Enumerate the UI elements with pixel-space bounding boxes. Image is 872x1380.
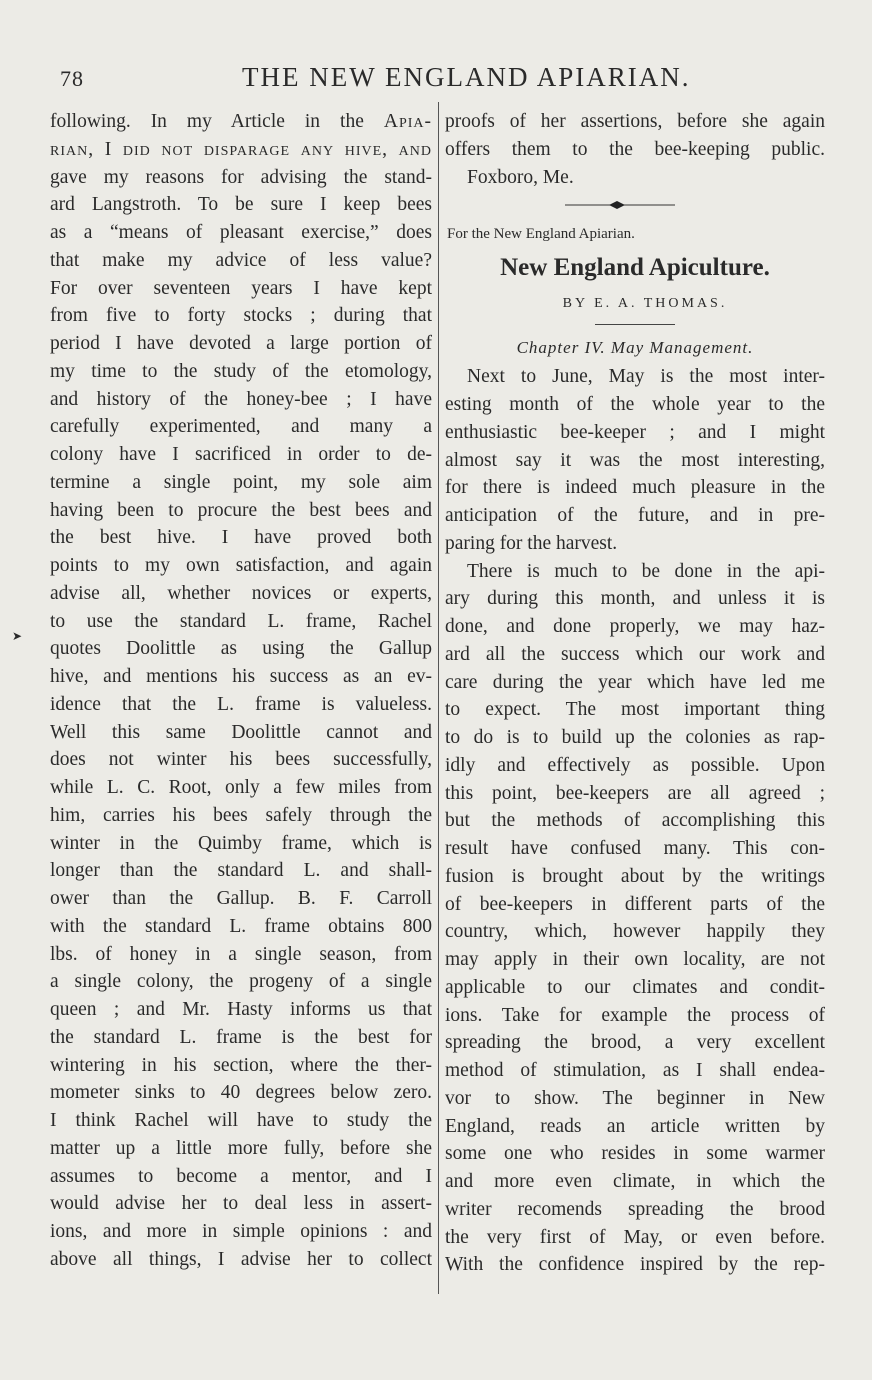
text-line: offers them to the bee-keeping public. <box>445 138 825 160</box>
text-line: as a “means of pleasant exercise,” does <box>50 222 432 243</box>
text-line: ower than the Gallup. B. F. Carroll <box>50 888 432 909</box>
text-line: lbs. of honey in a single season, from <box>50 943 432 965</box>
text-line: care during the year which have led me <box>445 671 825 693</box>
text-line: anticipation of the future, and in pre- <box>445 505 825 526</box>
text-line: almost say it was the most interesting, <box>445 449 825 471</box>
text-line: Well this same Doolittle cannot and <box>50 721 432 743</box>
text-line: done, and done properly, we may haz- <box>445 616 825 637</box>
text-line: while L. C. Root, only a few miles from <box>50 777 432 798</box>
text-line: winter in the Quimby frame, which is <box>50 832 432 854</box>
page-number: 78 <box>60 66 84 91</box>
text-line: esting month of the whole year to the <box>445 394 825 415</box>
separator-ornament-icon <box>445 191 825 221</box>
text-line: I think Rachel will have to study the <box>50 1110 432 1131</box>
article-title: New England Apiculture. <box>500 254 770 282</box>
text-line: having been to procure the best bees and <box>50 499 432 521</box>
text-line: fusion is brought about by the writings <box>445 865 825 887</box>
text-line: but the methods of accomplishing this <box>445 810 825 832</box>
text-line: gave my reasons for advising the stand- <box>50 166 432 188</box>
text-line: country, which, however happily they <box>445 921 825 943</box>
text-line: idly and effectively as possible. Upon <box>445 754 825 776</box>
text-line: and more even climate, in which the <box>445 1171 825 1192</box>
text-line: of bee-keepers in different parts of the <box>445 893 825 915</box>
text-line: longer than the standard L. and shall- <box>50 860 432 882</box>
text-line: would advise her to deal less in assert- <box>50 1193 432 1215</box>
text-line: rian, I did not disparage any hive, and <box>50 138 432 160</box>
article-byline: BY E. A. THOMAS. <box>562 296 728 312</box>
text-line: writer recomends spreading the brood <box>445 1198 825 1220</box>
text-line: vor to show. The beginner in New <box>445 1087 825 1109</box>
text-line: to do is to build up the colonies as rap- <box>445 727 825 748</box>
text-line: advise all, whether novices or experts, <box>50 582 432 604</box>
text-line: some one who resides in some warmer <box>445 1143 825 1165</box>
text-line: with the standard L. frame obtains 800 <box>50 915 432 937</box>
margin-mark-icon: ➤ <box>12 629 23 643</box>
text-line: does not winter his bees successfully, <box>50 749 432 771</box>
right-column <box>445 108 825 1279</box>
text-line: carefully experimented, and many a <box>50 416 432 438</box>
text-line: to expect. The most important thing <box>445 699 825 721</box>
text-line: colony have I sacrificed in order to de- <box>50 444 432 465</box>
text-line: ard Langstroth. To be sure I keep bees <box>50 194 432 216</box>
text-line: following. In my Article in the Apia- <box>50 111 432 132</box>
journal-title: THE NEW ENGLAND APIARIAN. <box>242 62 691 92</box>
text-line: mometer sinks to 40 degrees below zero. <box>50 1082 432 1104</box>
text-line: method of stimulation, as I shall endea- <box>445 1060 825 1081</box>
article-source-line: For the New England Apiarian. <box>447 226 635 243</box>
text-line: idence that the L. frame is valueless. <box>50 693 432 715</box>
text-line: this point, bee-keepers are all agreed ; <box>445 782 825 804</box>
text-line: to use the standard L. frame, Rachel <box>50 610 432 632</box>
text-line: assumes to become a mentor, and I <box>50 1165 432 1187</box>
text-line: England, reads an article written by <box>445 1115 825 1137</box>
text-line: result have confused many. This con- <box>445 838 825 859</box>
text-line: ions. Take for example the process of <box>445 1004 825 1026</box>
text-line: hive, and mentions his success as an ev- <box>50 666 432 687</box>
byline-rule <box>445 319 825 333</box>
text-line: quotes Doolittle as using the Gallup <box>50 638 432 660</box>
text-line: from five to forty stocks ; during that <box>50 305 432 327</box>
left-column <box>50 108 432 1274</box>
text-line: There is much to be done in the api- <box>467 560 825 582</box>
text-line: ions, and more in simple opinions : and <box>50 1221 432 1242</box>
text-line: him, carries his bees safely through the <box>50 804 432 826</box>
text-line: spreading the brood, a very excellent <box>445 1032 825 1054</box>
text-line: above all things, I advise her to collect <box>50 1248 432 1270</box>
text-line: paring for the harvest. <box>445 532 618 554</box>
text-line: Next to June, May is the most inter- <box>467 366 825 388</box>
text-line: ary during this month, and unless it is <box>445 588 825 610</box>
text-line: and history of the honey-bee ; I have <box>50 388 432 410</box>
text-line: for there is indeed much pleasure in the <box>445 477 825 499</box>
text-line: a single colony, the progeny of a single <box>50 971 432 993</box>
text-line: ard all the success which our work and <box>445 643 825 665</box>
text-line: points to my own satisfaction, and again <box>50 555 432 576</box>
text-line: the very first of May, or even before. <box>445 1226 825 1248</box>
text-line: matter up a little more fully, before she <box>50 1137 432 1159</box>
text-line: may apply in their own locality, are not <box>445 949 825 970</box>
running-head <box>60 62 830 102</box>
text-line: enthusiastic bee-keeper ; and I might <box>445 421 825 443</box>
text-line: that make my advice of less value? <box>50 249 432 271</box>
text-line: the standard L. frame is the best for <box>50 1026 432 1048</box>
text-line: period I have devoted a large portion of <box>50 333 432 354</box>
text-line: applicable to our climates and condit- <box>445 976 825 998</box>
text-line: termine a single point, my sole aim <box>50 471 432 493</box>
text-line: my time to the study of the etomology, <box>50 360 432 382</box>
text-line: For over seventeen years I have kept <box>50 277 432 299</box>
text-line: queen ; and Mr. Hasty informs us that <box>50 999 432 1020</box>
column-divider <box>438 102 439 1294</box>
text-line: proofs of her assertions, before she again <box>445 111 825 132</box>
text-line: wintering in his section, where the ther- <box>50 1054 432 1076</box>
chapter-heading: Chapter IV. May Management. <box>516 338 754 358</box>
text-line: With the confidence inspired by the rep- <box>445 1254 825 1276</box>
text-line: the best hive. I have proved both <box>50 527 432 549</box>
signature-place: Foxboro, Me. <box>467 166 574 188</box>
